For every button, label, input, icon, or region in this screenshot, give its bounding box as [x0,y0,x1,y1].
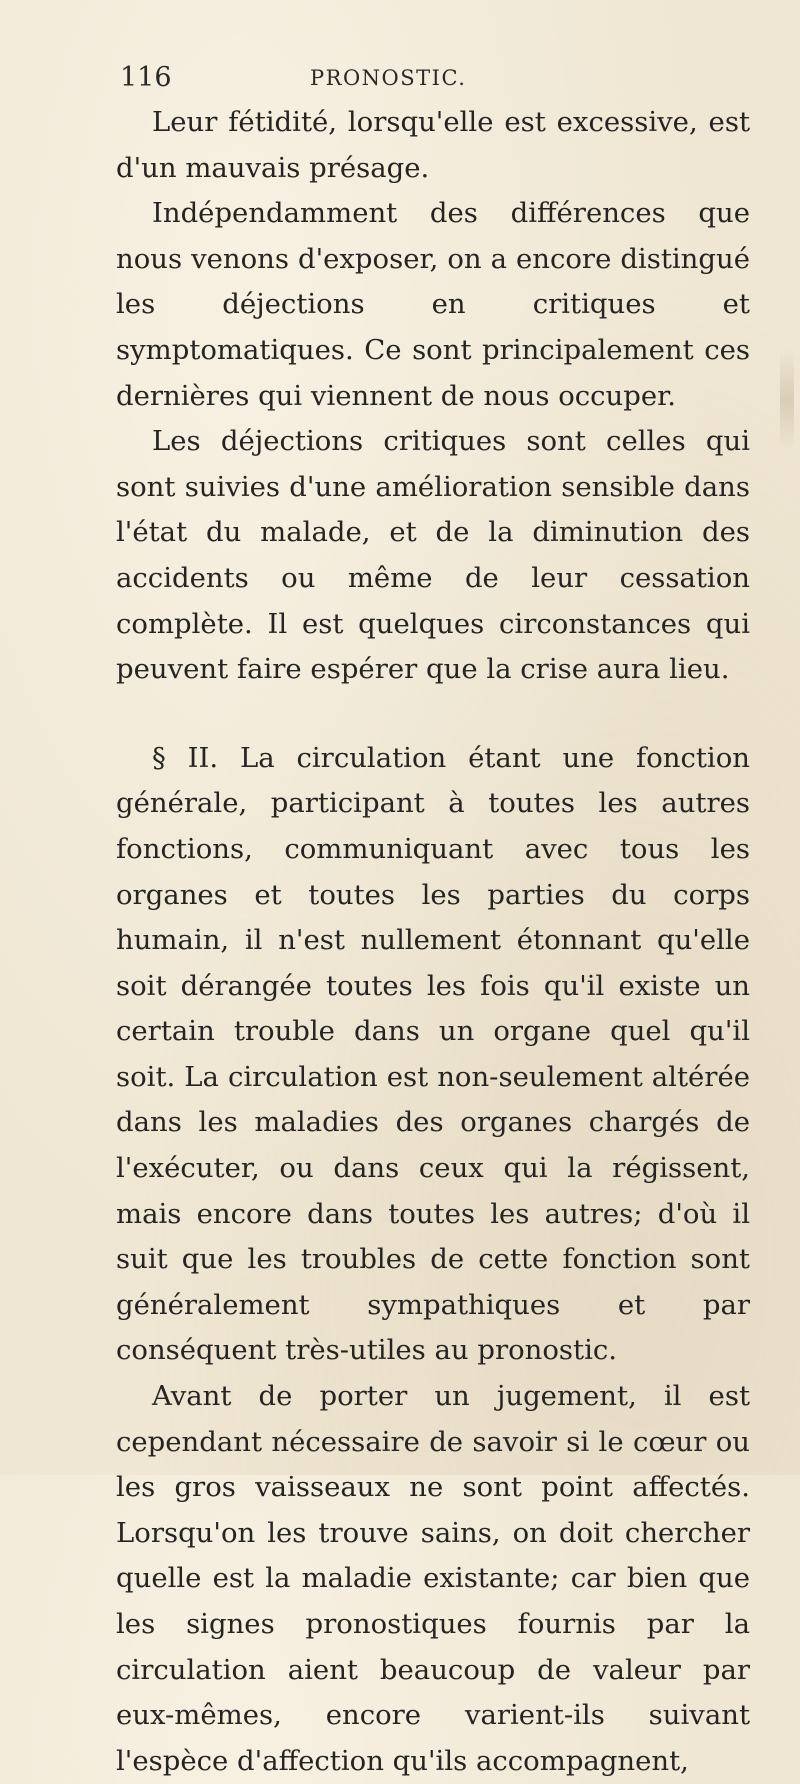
section-break [116,693,750,736]
paragraph-dejections-critiques: Les déjections critiques sont celles qui sont suivies d'une amélioration sensible dans l'état du malade, et de la diminution des accidents ou même de leur cessation complète. Il est quelques circonstances qui peuvent faire espérer que la crise aura lieu. [116,425,750,686]
running-title: PRONOSTIC. [310,66,467,90]
paragraph-section-circulation: § II. La circulation étant une fonction générale, participant à toutes les autres fonctions, communiquant avec tous les organes et toutes les parties du corps humain, il n'est nullement étonnant qu'elle soit dérangée toutes les fois qu'il existe un certain trouble dans un organe quel qu'il soit. La circulation est non-seulement altérée dans les maladies des organes chargés de l'exécuter, ou dans ceux qui la régissent, mais encore dans toutes les autres; d'où il suit que les troubles de cette fonction sont généralement sympathiques et par conséquent très-utiles au pronostic. [116,741,750,1367]
paragraph-distinction-dejections: Indépendamment des différences que nous venons d'exposer, on a encore distingué les déjections en critiques et symptomatiques. Ce sont principalement ces dernières qui viennent de nous occuper. [116,197,750,412]
paragraph-avant-jugement: Avant de porter un jugement, il est cependant nécessaire de savoir si le cœur ou les gros vaisseaux ne sont point affectés. Lorsqu'on les trouve sains, on doit chercher quelle est la maladie existante; car bien que les signes pronostiques fournis par la circulation aient beaucoup de valeur par eux-mêmes, encore varient-ils suivant l'espèce d'affection qu'ils accompagnent, [116,1380,750,1777]
paper-stain [780,350,794,450]
page-header [120,62,740,102]
body-text [116,100,750,1784]
paragraph-fetidite: Leur fétidité, lorsqu'elle est excessive, est d'un mauvais présage. [116,106,750,184]
page-number: 116 [120,62,172,93]
